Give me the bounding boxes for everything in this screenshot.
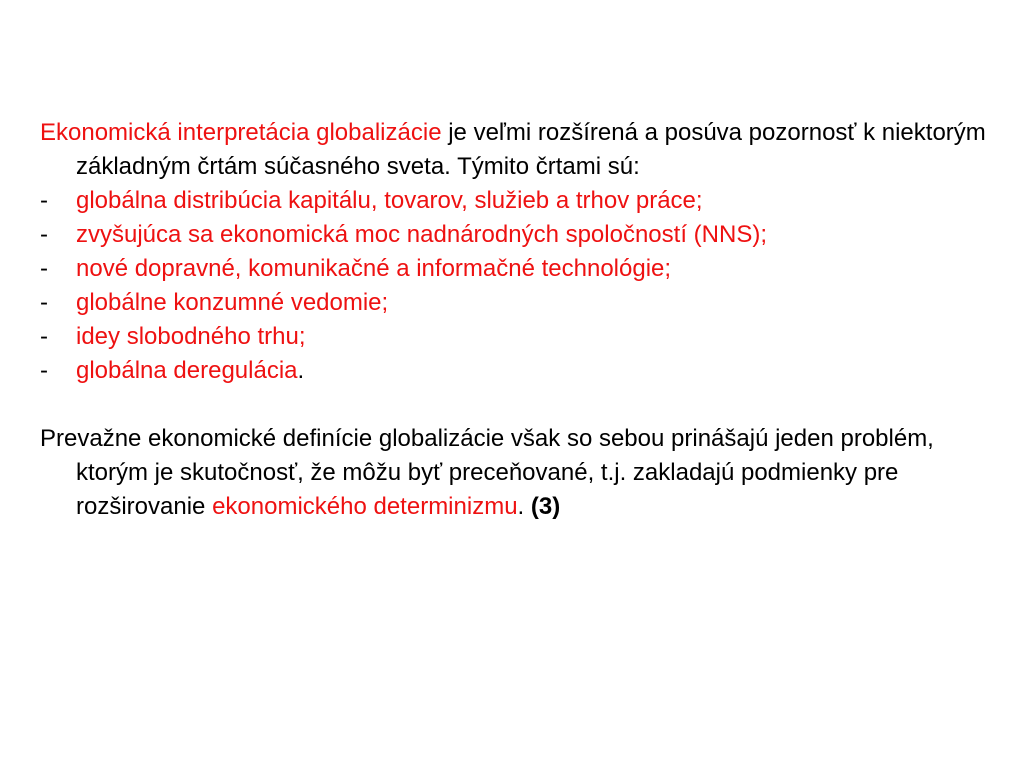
list-item-text: globálna distribúcia kapitálu, tovarov, služieb a trhov práce; bbox=[76, 187, 703, 214]
list-item bbox=[40, 354, 1000, 388]
conclusion-paragraph bbox=[40, 422, 1000, 524]
paragraph-spacer bbox=[40, 388, 1000, 422]
dash-marker: - bbox=[40, 357, 48, 384]
list-item bbox=[40, 286, 1000, 320]
list-item bbox=[40, 320, 1000, 354]
list-item bbox=[40, 218, 1000, 252]
intro-paragraph bbox=[40, 116, 1000, 184]
intro-text: je veľmi rozšírená a posúva pozornosť k niektorým základným črtám súčasného sveta. Týmito črtami sú: bbox=[76, 119, 986, 180]
list-item-text: globálna deregulácia bbox=[76, 357, 298, 384]
dash-marker: - bbox=[40, 255, 48, 282]
list-item-text: nové dopravné, komunikačné a informačné technológie; bbox=[76, 255, 672, 282]
list-item-text: zvyšujúca sa ekonomická moc nadnárodných spoločností (NNS); bbox=[76, 221, 767, 248]
list-item-text: idey slobodného trhu; bbox=[76, 323, 306, 350]
dash-marker: - bbox=[40, 221, 48, 248]
slide-content bbox=[40, 116, 1000, 524]
intro-highlight: Ekonomická interpretácia globalizácie bbox=[40, 119, 442, 146]
feature-list bbox=[40, 184, 1000, 388]
dash-marker: - bbox=[40, 187, 48, 214]
list-item-tail: . bbox=[297, 357, 305, 384]
list-item-text: globálne konzumné vedomie; bbox=[76, 289, 389, 316]
conclusion-highlight: ekonomického determinizmu bbox=[212, 493, 518, 520]
citation-reference: (3) bbox=[530, 493, 561, 520]
list-item bbox=[40, 184, 1000, 218]
list-item bbox=[40, 252, 1000, 286]
dash-marker: - bbox=[40, 289, 48, 316]
conclusion-punctuation: . bbox=[517, 493, 531, 520]
dash-marker: - bbox=[40, 323, 48, 350]
conclusion-text: Prevažne ekonomické definície globalizácie však so sebou prinášajú jeden problém, ktorým je skutočnosť, že môžu byť preceňované, t.j. zakladajú podmienky pre rozširovanie bbox=[40, 425, 934, 520]
